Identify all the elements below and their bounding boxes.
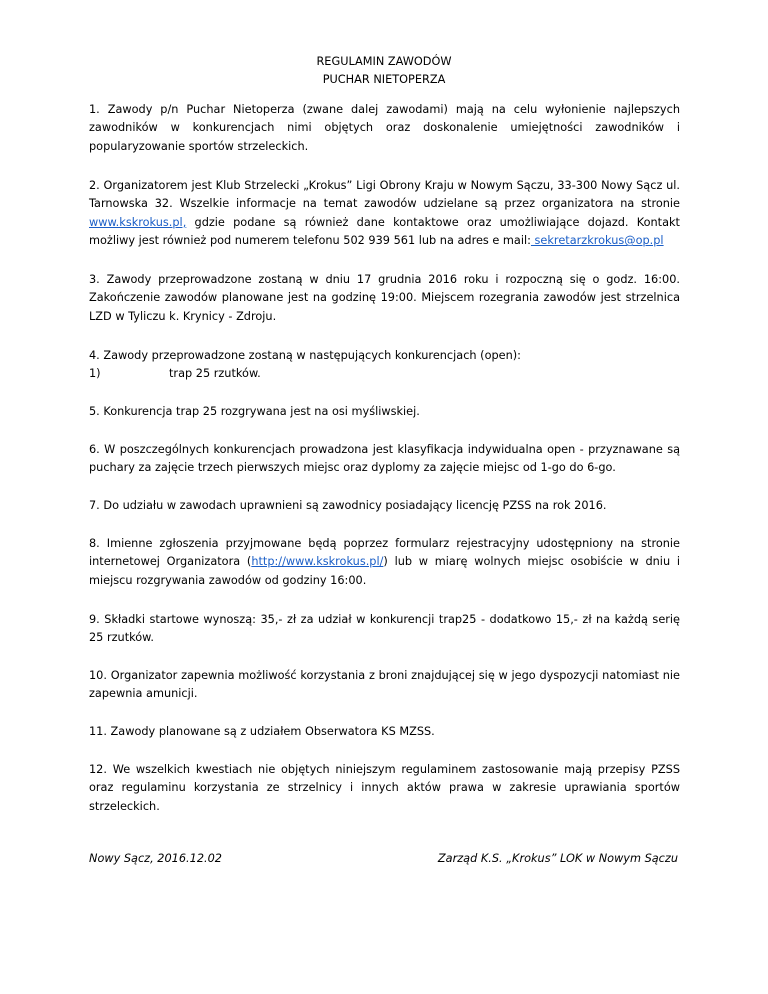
paragraph-2-text-b: gdzie podane są również dane kontaktowe oraz umożliwiające dojazd. Kontakt możliwy jest również pod numerem telefonu 502 939 561 lub na adres e mail:	[89, 215, 680, 248]
document-title: REGULAMIN ZAWODÓW	[316, 55, 452, 68]
paragraph-5: 5. Konkurencja trap 25 rozgrywana jest na osi myśliwskiej.	[89, 405, 420, 418]
paragraph-8-text-a: 8. Imienne zgłoszenia przyjmowane będą poprzez formularz rejestracyjny udostępniony na stronie internetowej Organizatora (	[89, 537, 680, 569]
document-subtitle: PUCHAR NIETOPERZA	[322, 73, 446, 86]
paragraph-11: 11. Zawody planowane są z udziałem Obserwatora KS MZSS.	[89, 725, 435, 738]
signature: Zarząd K.S. „Krokus” LOK w Nowym Sączu	[437, 852, 678, 865]
list-number: 1)	[89, 367, 101, 381]
list-item-text: trap 25 rzutków.	[169, 367, 261, 381]
paragraph-4	[89, 347, 680, 384]
paragraph-6: 6. W poszczególnych konkurencjach prowadzona jest klasyfikacja indywidualna open - przyznawane są puchary za zajęcie trzech pierwszych miejsc oraz dyplomy za zajęcie miejsc od 1-go do 6-go.	[89, 443, 680, 475]
paragraph-1: 1. Zawody p/n Puchar Nietoperza (zwane dalej zawodami) mają na celu wyłonienie najlepszych zawodników w konkurencjach nimi objętych oraz doskonalenie umiejętności zawodników i popularyzowanie sportów strzeleckich.	[89, 103, 680, 153]
website-link[interactable]: www.kskrokus.pl,	[89, 215, 187, 229]
place-and-date: Nowy Sącz, 2016.12.02	[89, 852, 222, 865]
paragraph-7: 7. Do udziału w zawodach uprawnieni są zawodnicy posiadający licencję PZSS na rok 2016.	[89, 499, 607, 512]
paragraph-9: 9. Składki startowe wynoszą: 35,- zł za udział w konkurencji trap25 - dodatkowo 15,- zł na każdą serię 25 rzutków.	[89, 613, 680, 645]
paragraph-2-text-a: 2. Organizatorem jest Klub Strzelecki „Krokus” Ligi Obrony Kraju w Nowym Sączu, 33-300 Nowy Sącz ul. Tarnowska 32. Wszelkie informacje na temat zawodów udzielane są przez organizatora na stronie	[89, 179, 680, 211]
paragraph-12: 12. We wszelkich kwestiach nie objętych niniejszym regulaminem zastosowanie mają przepisy PZSS oraz regulaminu korzystania ze strzelnicy i innych aktów prawa w zakresie uprawiania sportów strzeleckich.	[89, 763, 680, 813]
registration-link[interactable]: http://www.kskrokus.pl/	[251, 555, 384, 569]
paragraph-2	[89, 177, 680, 251]
paragraph-8-text-b: ) lub w miarę wolnych miejsc osobiście w dniu i miejscu rozgrywania zawodów od godziny 16:00.	[89, 555, 680, 587]
paragraph-4-intro: 4. Zawody przeprowadzone zostaną w następujących konkurencjach (open):	[89, 349, 521, 362]
paragraph-3: 3. Zawody przeprowadzone zostaną w dniu 17 grudnia 2016 roku i rozpoczną się o godz. 16:00. Zakończenie zawodów planowane jest na godzinę 19:00. Miejscem rozegrania zawodów jest strzelnica LZD w Tyliczu k. Krynicy - Zdroju.	[89, 273, 680, 323]
paragraph-10: 10. Organizator zapewnia możliwość korzystania z broni znajdującej się w jego dyspozycji natomiast nie zapewnia amunicji.	[89, 669, 680, 701]
paragraph-8	[89, 535, 680, 590]
email-link[interactable]: sekretarzkrokus@op.pl	[530, 234, 664, 248]
competition-list-item	[89, 365, 680, 383]
